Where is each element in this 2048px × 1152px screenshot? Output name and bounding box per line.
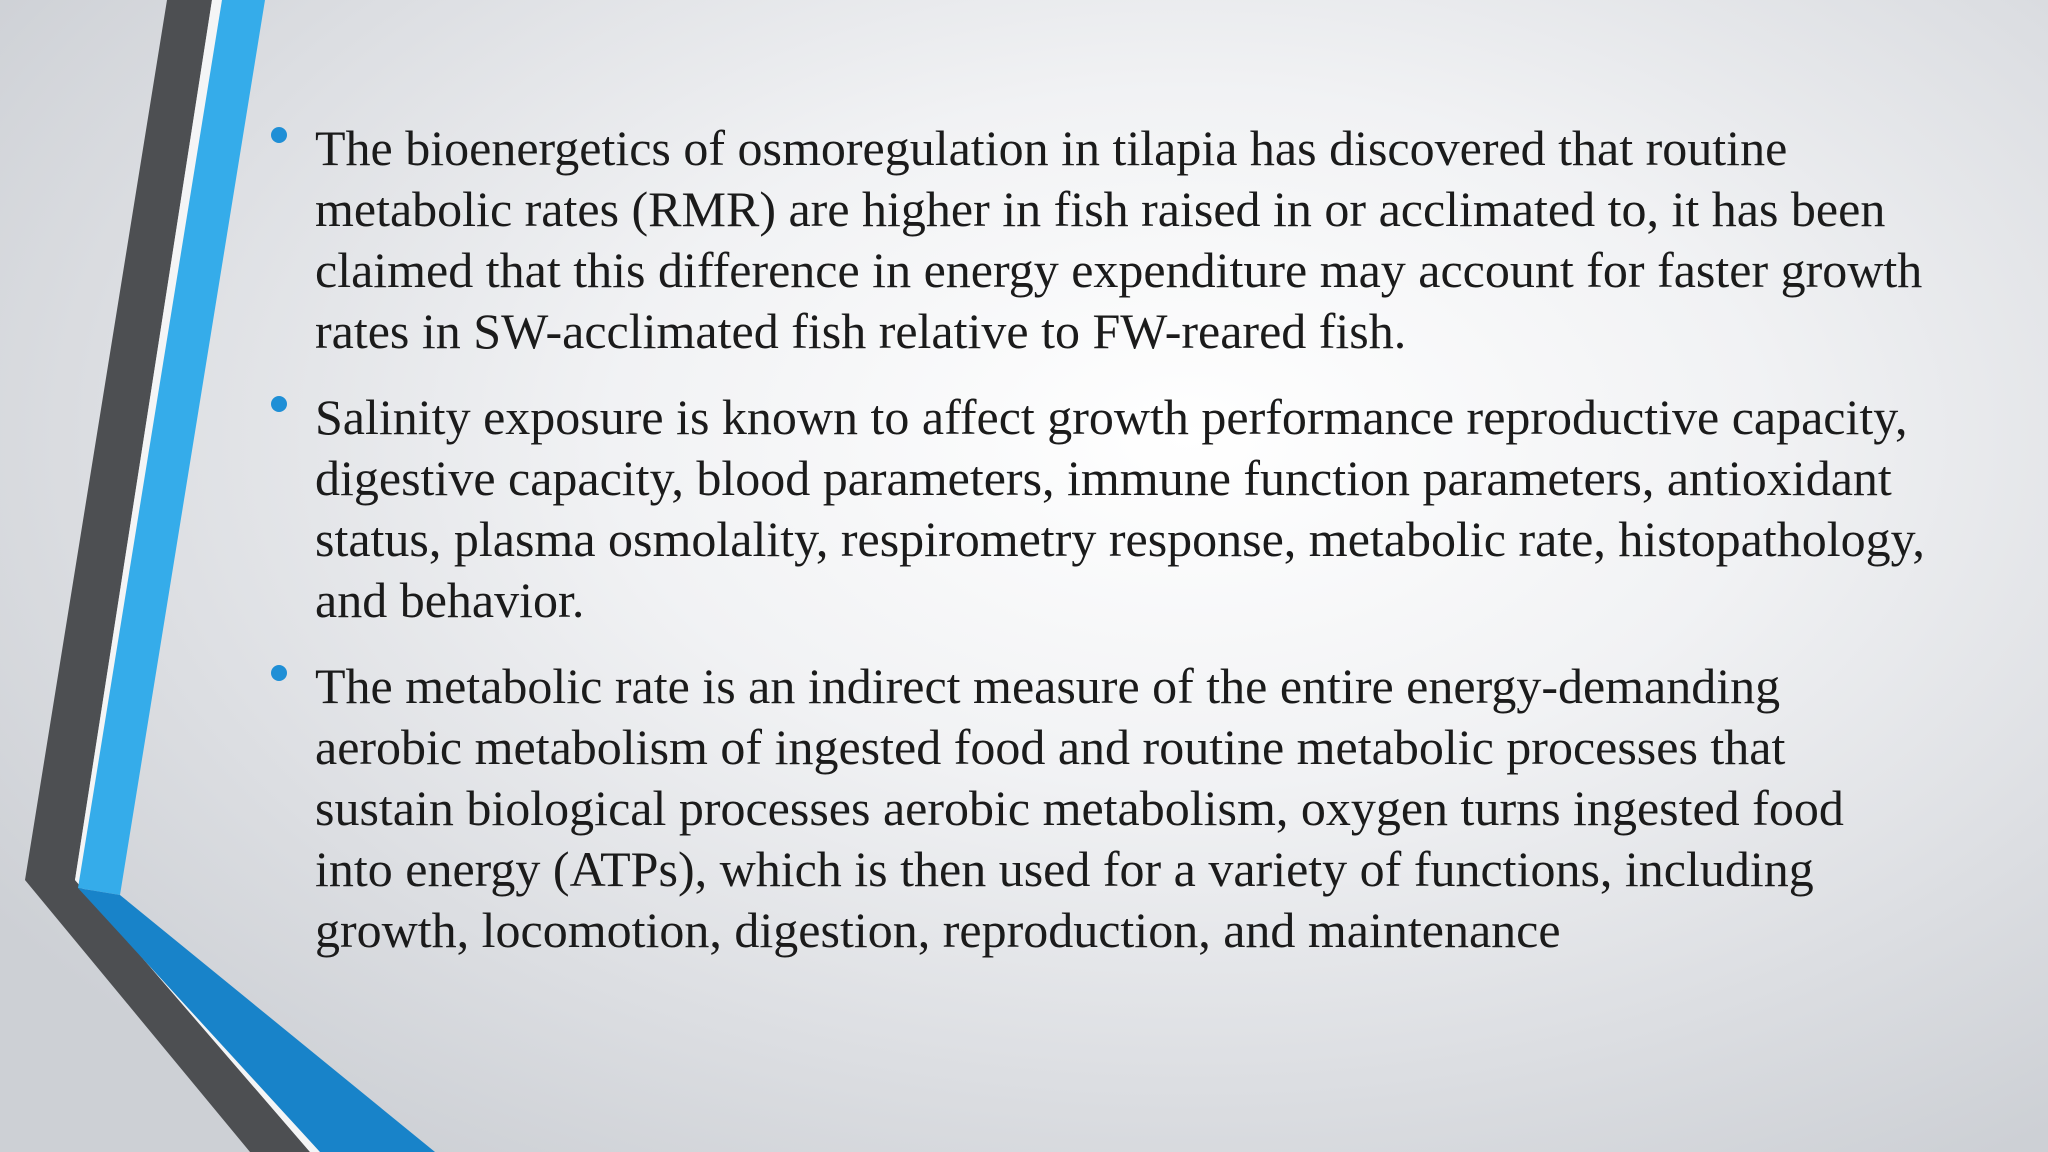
slide-content: [268, 118, 1928, 986]
bullet-item: [268, 656, 1928, 961]
bullet-icon: [271, 127, 287, 143]
bullet-icon: [271, 665, 287, 681]
bullet-icon: [271, 396, 287, 412]
bullet-text: The bioenergetics of osmoregulation in tilapia has discovered that routine metabolic rates (RMR) are higher in fish raised in or acclimated to, it has been claimed that this difference in energy expenditure may account for faster growth rates in SW-acclimated fish relative to FW-reared fish.: [315, 120, 1923, 359]
bullet-text: Salinity exposure is known to affect growth performance reproductive capacity, digestive capacity, blood parameters, immune function parameters, antioxidant status, plasma osmolality, respirometry response, metabolic rate, histopathology, and behavior.: [315, 389, 1925, 628]
bullet-list: [268, 118, 1928, 961]
bullet-item: [268, 118, 1928, 362]
bullet-item: [268, 387, 1928, 631]
bullet-text: The metabolic rate is an indirect measure of the entire energy-demanding aerobic metabolism of ingested food and routine metabolic processes that sustain biological processes aerobic metabolism, oxygen turns ingested food into energy (ATPs), which is then used for a variety of functions, including growth, locomotion, digestion, reproduction, and maintenance: [315, 658, 1844, 958]
